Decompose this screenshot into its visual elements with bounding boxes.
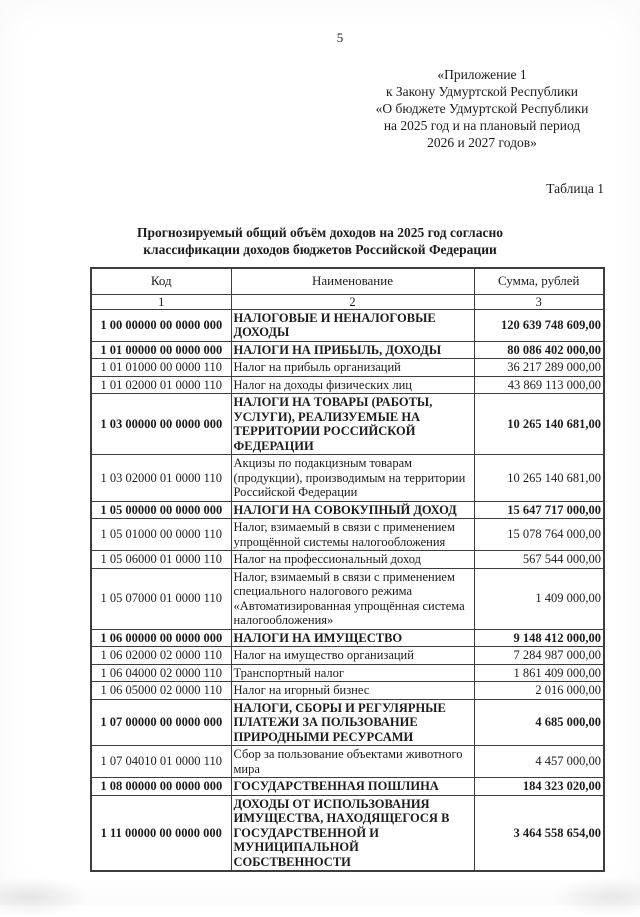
cell-name: НАЛОГИ НА ПРИБЫЛЬ, ДОХОДЫ [231,341,474,359]
cell-amount: 1 861 409 000,00 [474,664,604,682]
cell-amount: 7 284 987 000,00 [474,647,604,665]
cell-code: 1 00 00000 00 0000 000 [91,309,231,341]
cell-name: ДОХОДЫ ОТ ИСПОЛЬЗОВАНИЯ ИМУЩЕСТВА, НАХОДЯЩЕГОСЯ В ГОСУДАРСТВЕННОЙ И МУНИЦИПАЛЬНОЙ СОБСТВЕННОСТИ [231,795,474,871]
cell-amount: 4 457 000,00 [474,746,604,778]
cell-amount: 36 217 289 000,00 [474,359,604,377]
appendix-line: «О бюджете Удмуртской Республики [375,101,589,116]
cell-code: 1 03 02000 01 0000 110 [91,455,231,502]
table-row [91,519,604,551]
cell-code: 1 06 00000 00 0000 000 [91,629,231,647]
cell-amount: 1 409 000,00 [474,568,604,629]
cell-name: Сбор за пользование объектами животного мира [231,746,474,778]
cell-code: 1 01 01000 00 0000 110 [91,359,231,377]
cell-code: 1 05 00000 00 0000 000 [91,501,231,519]
table-row [91,664,604,682]
table-row [91,501,604,519]
cell-name: НАЛОГИ НА ИМУЩЕСТВО [231,629,474,647]
table-row [91,455,604,502]
cell-code: 1 05 06000 01 0000 110 [91,551,231,569]
cell-name: НАЛОГИ НА ТОВАРЫ (РАБОТЫ, УСЛУГИ), РЕАЛИЗУЕМЫЕ НА ТЕРРИТОРИИ РОССИЙСКОЙ ФЕДЕРАЦИИ [231,394,474,455]
cell-name: Налог, взимаемый в связи с применением специального налогового режима «Автоматизированная упрощённая система налогообложения» [231,568,474,629]
appendix-block [356,66,608,151]
cell-code: 1 11 00000 00 0000 000 [91,795,231,871]
cell-amount: 2 016 000,00 [474,682,604,700]
cell-amount: 567 544 000,00 [474,551,604,569]
cell-name: Налог на профессиональный доход [231,551,474,569]
cell-amount: 10 265 140 681,00 [474,394,604,455]
cell-amount: 120 639 748 609,00 [474,309,604,341]
table-row [91,394,604,455]
cell-amount: 184 323 020,00 [474,778,604,796]
cell-name: Налог, взимаемый в связи с применением упрощённой системы налогообложения [231,519,474,551]
scan-artifact [0,877,90,917]
cell-code: 1 03 00000 00 0000 000 [91,394,231,455]
revenue-table [90,267,605,872]
cell-name: Налог на игорный бизнес [231,682,474,700]
appendix-line: «Приложение 1 [437,67,527,82]
cell-name: Налог на доходы физических лиц [231,376,474,394]
table-row [91,341,604,359]
table-row [91,682,604,700]
cell-amount: 43 869 113 000,00 [474,376,604,394]
cell-amount: 80 086 402 000,00 [474,341,604,359]
table-row [91,795,604,871]
table-body [91,309,604,871]
cell-code: 1 01 02000 01 0000 110 [91,376,231,394]
cell-code: 1 07 00000 00 0000 000 [91,699,231,746]
table-row [91,778,604,796]
cell-code: 1 01 00000 00 0000 000 [91,341,231,359]
cell-name: НАЛОГИ, СБОРЫ И РЕГУЛЯРНЫЕ ПЛАТЕЖИ ЗА ПОЛЬЗОВАНИЕ ПРИРОДНЫМИ РЕСУРСАМИ [231,699,474,746]
column-number-row [91,294,604,309]
page-number: 5 [336,30,344,45]
table-header-row [91,268,604,294]
table-row [91,647,604,665]
appendix-line: на 2025 год и на плановый период [383,118,581,133]
cell-amount: 3 464 558 654,00 [474,795,604,871]
cell-amount: 15 078 764 000,00 [474,519,604,551]
table-row [91,359,604,377]
table-row [91,376,604,394]
header-amount: Сумма, рублей [474,268,604,294]
table-row [91,746,604,778]
cell-amount: 9 148 412 000,00 [474,629,604,647]
cell-amount: 15 647 717 000,00 [474,501,604,519]
cell-code: 1 06 04000 02 0000 110 [91,664,231,682]
cell-name: Транспортный налог [231,664,474,682]
cell-name: Налог на прибыль организаций [231,359,474,377]
cell-name: НАЛОГОВЫЕ И НЕНАЛОГОВЫЕ ДОХОДЫ [231,309,474,341]
appendix-line: к Закону Удмуртской Республики [385,84,579,99]
cell-name: Акцизы по подакцизным товарам (продукции), производимым на территории Российской Федерации [231,455,474,502]
table-row [91,309,604,341]
table-row [91,699,604,746]
column-number-3: 3 [474,294,604,309]
header-name: Наименование [231,268,474,294]
table-number-label: Таблица 1 [546,181,604,196]
scan-artifact [550,877,640,917]
cell-code: 1 06 05000 02 0000 110 [91,682,231,700]
header-code: Код [91,268,231,294]
cell-amount: 10 265 140 681,00 [474,455,604,502]
table-row [91,629,604,647]
cell-code: 1 08 00000 00 0000 000 [91,778,231,796]
cell-code: 1 07 04010 01 0000 110 [91,746,231,778]
column-number-1: 1 [91,294,231,309]
cell-name: Налог на имущество организаций [231,647,474,665]
column-number-2: 2 [231,294,474,309]
cell-name: НАЛОГИ НА СОВОКУПНЫЙ ДОХОД [231,501,474,519]
cell-code: 1 06 02000 02 0000 110 [91,647,231,665]
appendix-line: 2026 и 2027 годов» [427,135,537,150]
table-row [91,551,604,569]
document-title: Прогнозируемый общий объём доходов на 2025 год согласно классификации доходов бюджетов Российской Федерации [136,225,503,257]
cell-code: 1 05 07000 01 0000 110 [91,568,231,629]
cell-amount: 4 685 000,00 [474,699,604,746]
table-row [91,568,604,629]
cell-name: ГОСУДАРСТВЕННАЯ ПОШЛИНА [231,778,474,796]
cell-code: 1 05 01000 00 0000 110 [91,519,231,551]
